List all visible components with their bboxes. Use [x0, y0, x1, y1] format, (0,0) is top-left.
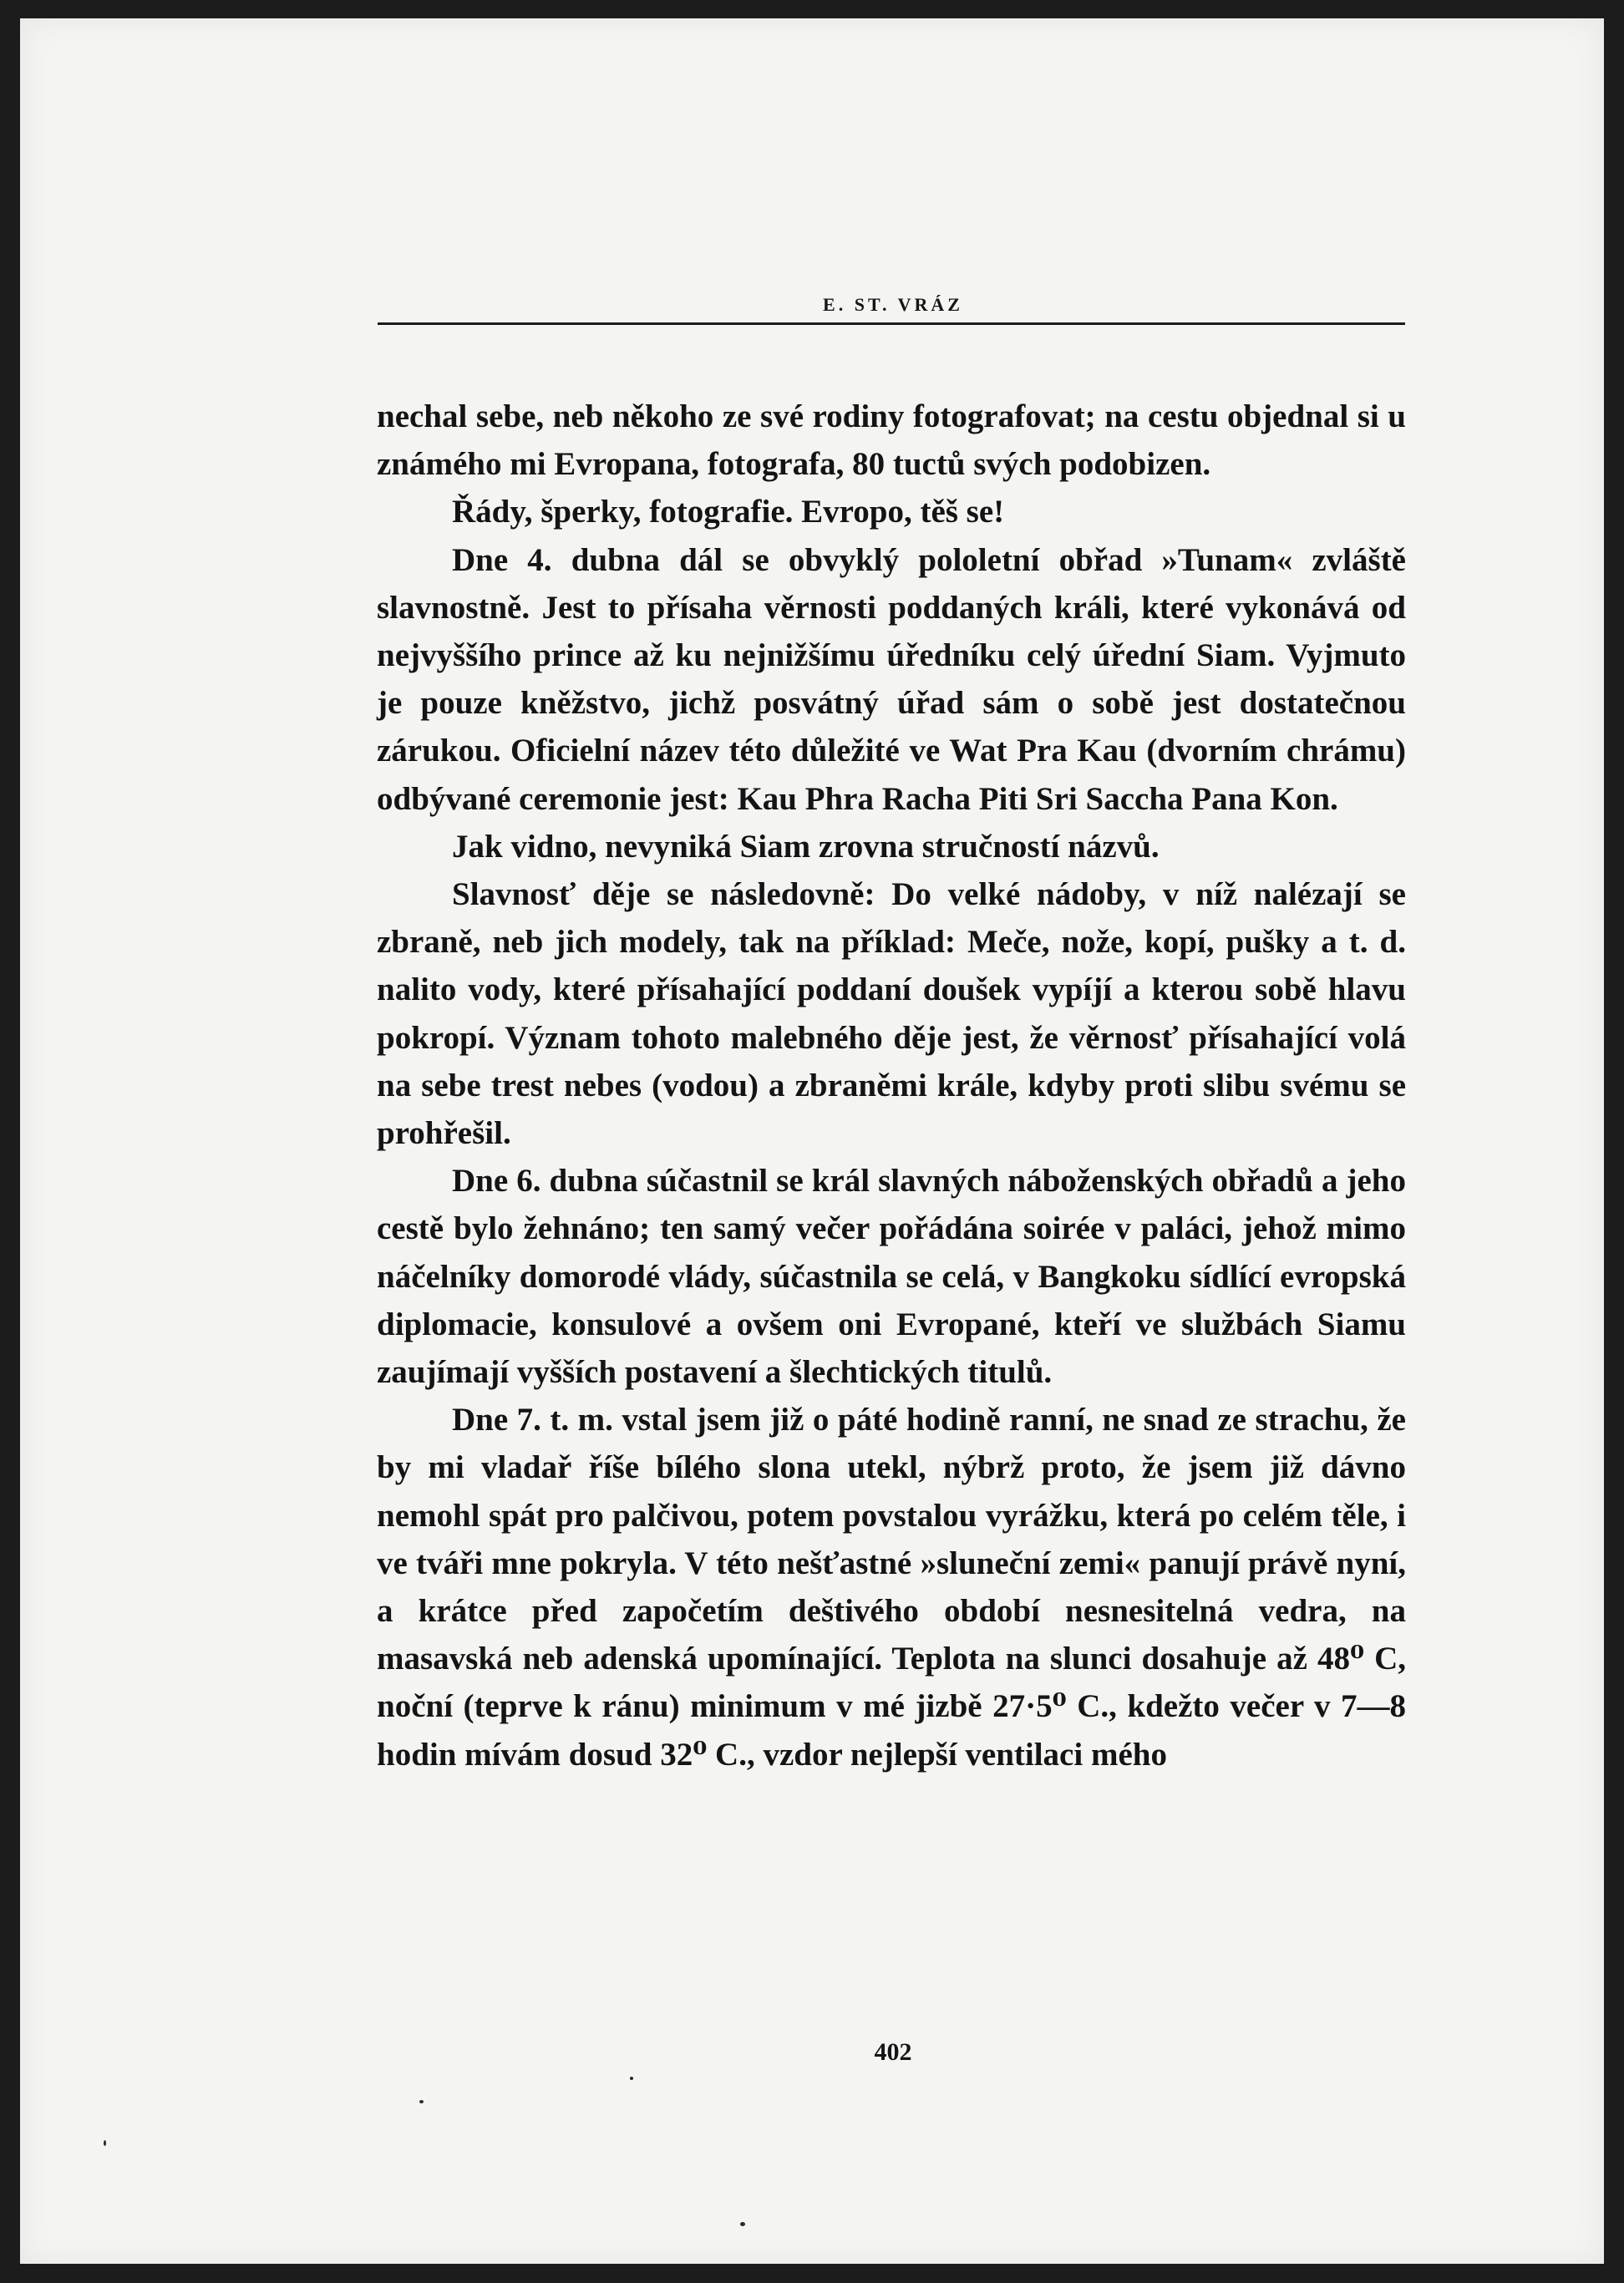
scan-speck — [630, 2077, 633, 2080]
paragraph-6: Dne 6. dubna súčastnil se král slavných náboženských obřadů a jeho cestě bylo žehnáno; ten samý večer pořádána soirée v paláci, jehož mimo náčelníky domorodé vlády, súčastnila se celá, v Bangkoku sídlící evropská diplomacie, konsulové a ovšem oni Evropané, kteří ve službách Siamu zaujímají vyšších postavení a šlechtických titulů. — [377, 1163, 1406, 1391]
paragraph-7: Dne 7. t. m. vstal jsem již o páté hodině ranní, ne snad ze strachu, že by mi vladař říše bílého slona utekl, nýbrž proto, že jsem již dávno nemohl spát pro palčivou, potem povstalou vyrážku, která po celém těle, i ve tváři mne pokryla. V této nešťastné »sluneční zemi« panují právě nyní, a krátce před započetím deštivého období nesnesitelná vedra, na masavská neb adenská upomínající. Teplota na slunci dosahuje až 48⁰ C, noční (teprve k ránu) minimum v mé jizbě 27·5⁰ C., kdežto večer v 7—8 hodin mívám dosud 32⁰ C., vzdor nejlepší ventilaci mého — [377, 1402, 1406, 1773]
paragraph-2: Řády, šperky, fotografie. Evropo, těš se! — [452, 494, 1005, 530]
running-head: E. ST. VRÁZ — [823, 294, 963, 315]
scanned-book-page — [20, 18, 1604, 2264]
scan-speck — [104, 2140, 106, 2146]
paragraph-4: Jak vidno, nevyniká Siam zrovna stručností názvů. — [452, 828, 1160, 865]
paragraph-1: nechal sebe, neb někoho ze své rodiny fotografovat; na cestu objednal si u známého mi Evropana, fotografa, 80 tuctů svých podobizen. — [377, 398, 1406, 483]
body-text — [377, 393, 1406, 1778]
paragraph-3: Dne 4. dubna dál se obvyklý pololetní obřad »Tunam« zvláště slavnostně. Jest to přísaha věrnosti poddaných králi, které vykonává od nejvyššího prince až ku nejnižšímu úředníku celý úřední Siam. Vyjmuto je pouze kněžstvo, jichž posvátný úřad sám o sobě jest dostatečnou zárukou. Oficielní název této důležité ve Wat Pra Kau (dvorním chrámu) odbývané ceremonie jest: Kau Phra Racha Piti Sri Saccha Pana Kon. — [377, 541, 1406, 817]
scan-speck — [419, 2100, 424, 2103]
scan-speck — [740, 2222, 745, 2226]
page-number: 402 — [874, 2038, 912, 2066]
header-rule — [378, 322, 1405, 325]
paragraph-5: Slavnosť děje se následovně: Do velké nádoby, v níž nalézají se zbraně, neb jich modely, tak na příklad: Meče, nože, kopí, pušky a t. d. nalito vody, které přísahající poddaní doušek vypíjí a kterou sobě hlavu pokropí. Význam tohoto malebného děje jest, že věrnosť přísahající volá na sebe trest nebes (vodou) a zbraněmi krále, kdyby proti slibu svému se prohřešil. — [377, 876, 1406, 1152]
